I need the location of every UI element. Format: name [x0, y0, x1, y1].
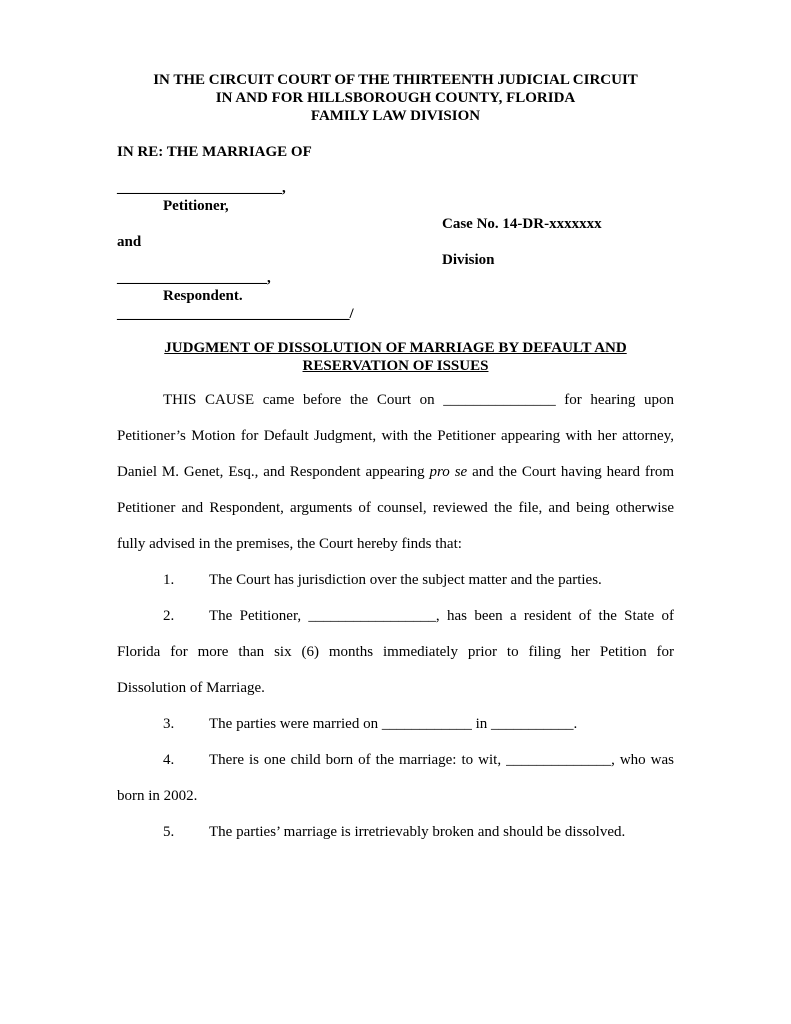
intro-line: fully advised in the premises, the Court hereby finds that:	[117, 536, 462, 552]
finding-text: There is one child born of the marriage: to wit, ______________, who was	[209, 752, 674, 768]
finding-1	[117, 562, 674, 598]
respondent-name-blank: ____________________,	[117, 270, 271, 286]
finding-text: Dissolution of Marriage.	[117, 680, 265, 696]
finding-text: The parties were married on ____________ in ___________.	[209, 716, 578, 732]
intro-line: Petitioner and Respondent, arguments of counsel, reviewed the file, and being otherwise	[117, 500, 674, 516]
division-label: Division	[442, 252, 495, 268]
finding-number: 2.	[163, 608, 175, 624]
pro-se-italic: pro se	[429, 464, 468, 480]
intro-line: Petitioner’s Motion for Default Judgment, with the Petitioner appearing with her attorney,	[117, 428, 674, 444]
finding-number: 3.	[163, 716, 175, 732]
and-label: and	[117, 234, 142, 250]
petitioner-label: Petitioner,	[163, 198, 229, 214]
in-re-heading: IN RE: THE MARRIAGE OF	[117, 144, 312, 160]
finding-text: The parties’ marriage is irretrievably broken and should be dissolved.	[209, 824, 626, 840]
intro-line: Daniel M. Genet, Esq., and Respondent appearing pro se and the Court having heard from	[117, 464, 674, 480]
finding-2	[117, 598, 674, 706]
court-heading-line-2: IN AND FOR HILLSBOROUGH COUNTY, FLORIDA	[215, 90, 576, 106]
finding-number: 4.	[163, 752, 175, 768]
finding-5	[117, 814, 674, 850]
petitioner-name-blank: ______________________,	[117, 180, 286, 196]
caption-closing-line: _______________________________/	[117, 306, 354, 322]
respondent-label: Respondent.	[163, 288, 243, 304]
finding-text: The Petitioner, _________________, has been a resident of the State of	[209, 608, 674, 624]
judgment-title-line-2: RESERVATION OF ISSUES	[302, 358, 489, 374]
finding-text: Florida for more than six (6) months immediately prior to filing her Petition for	[117, 644, 674, 660]
finding-number: 5.	[163, 824, 175, 840]
finding-text: The Court has jurisdiction over the subject matter and the parties.	[209, 572, 602, 588]
intro-line: THIS CAUSE came before the Court on _______________ for hearing upon	[163, 392, 674, 408]
court-heading-line-1: IN THE CIRCUIT COURT OF THE THIRTEENTH JUDICIAL CIRCUIT	[153, 72, 638, 88]
court-heading-line-3: FAMILY LAW DIVISION	[310, 108, 481, 124]
judgment-title-line-1: JUDGMENT OF DISSOLUTION OF MARRIAGE BY DEFAULT AND	[164, 340, 627, 356]
finding-text: born in 2002.	[117, 788, 198, 804]
case-number: Case No. 14-DR-xxxxxxx	[442, 216, 602, 232]
finding-number: 1.	[163, 572, 175, 588]
intro-paragraph	[117, 382, 674, 562]
finding-3	[117, 706, 674, 742]
finding-4	[117, 742, 674, 814]
